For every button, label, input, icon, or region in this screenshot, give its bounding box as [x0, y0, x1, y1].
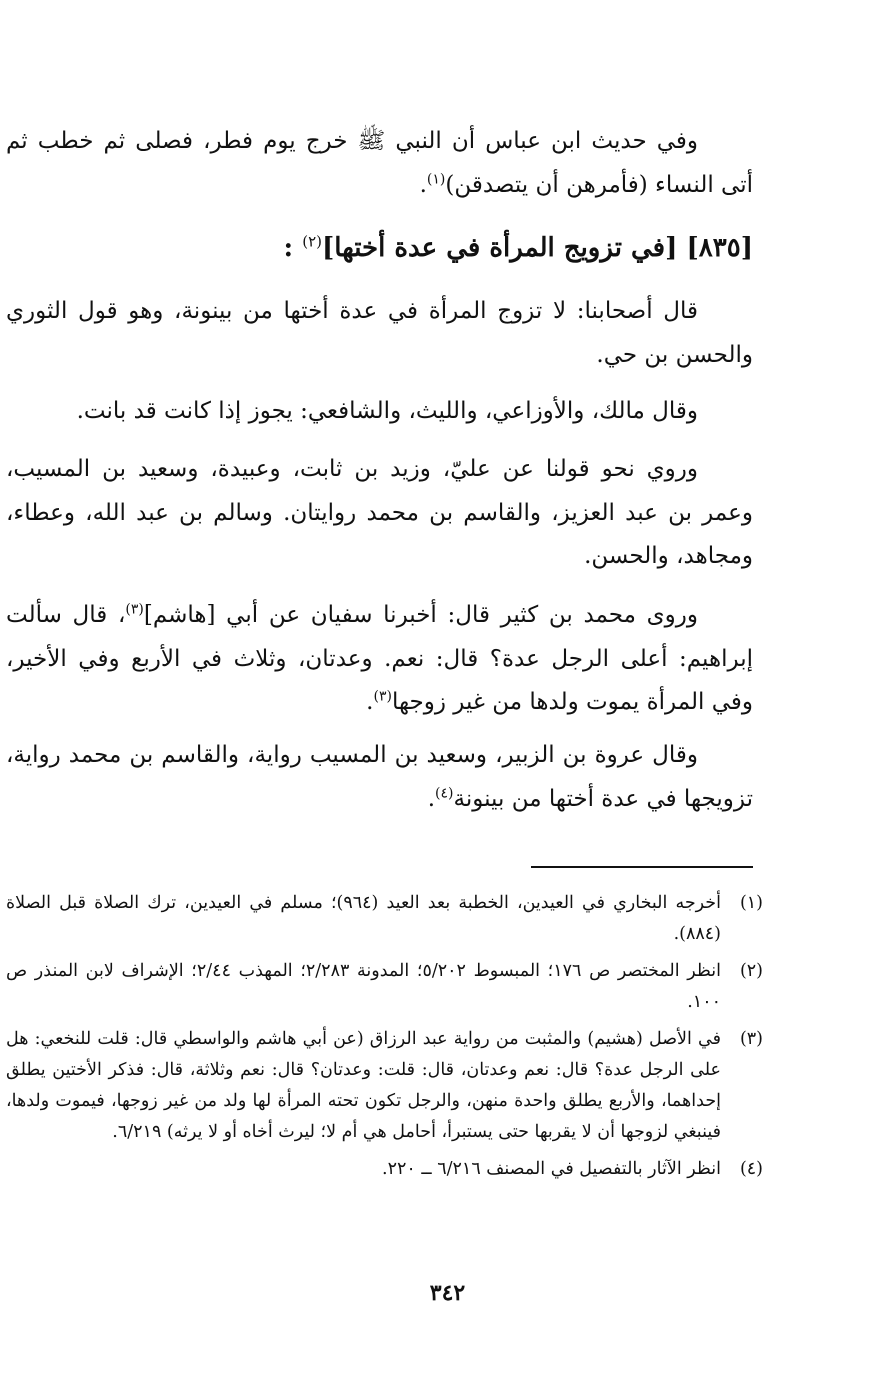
paragraph-5 — [6, 594, 753, 725]
paragraph-2-text: قال أصحابنا: لا تزوج المرأة في عدة أختها من بينونة، وهو قول الثوري والحسن بن حي. — [6, 298, 753, 368]
footnote-4 — [6, 1154, 763, 1185]
footnote-number: (٢) — [739, 961, 763, 981]
footnote-text: أخرجه البخاري في العيدين، الخطبة بعد العيد (٩٦٤)؛ مسلم في العيدين، ترك الصلاة قبل الصلاة (٨٨٤). — [6, 893, 721, 944]
footnote-ref-4[interactable]: (٤) — [435, 784, 454, 801]
footnote-text: في الأصل (هشيم) والمثبت من رواية عبد الرزاق (عن أبي هاشم والواسطي قال: قلت للنخعي: هل على الرجل عدة؟ قال: نعم وعدتان، قال: قلت: وعدتان؟ قال: نعم وثلاثة، قال: فذكر الأختين يطلق إحداهما، والأربع يطلق واحدة منهن، والرجل تكون تحته المرأة لها ولد من غير زوجها، فيموت ولدها، فينبغي لزوجها أن لا يقربها حتى يستبرأ، أحامل هي أم لا؛ ليرث أخاه أو لا يرثه) ٦/٢١٩. — [6, 1029, 721, 1142]
footnote-ref-3a[interactable]: (٣) — [125, 601, 144, 618]
paragraph-4 — [6, 448, 753, 579]
paragraph-5-text-b: ، قال سألت إبراهيم: أعلى الرجل عدة؟ قال: نعم. وعدتان، وثلاث في الأربع وفي الأخير، وفي المرأة يموت ولدها من غير زوجها — [6, 602, 753, 715]
page-number: ٣٤٢ — [429, 1280, 466, 1306]
paragraph-6 — [6, 734, 753, 821]
paragraph-1-end: . — [419, 171, 427, 198]
footnote-text: انظر المختصر ص ١٧٦؛ المبسوط ٥/٢٠٢؛ المدونة ٢/٢٨٣؛ المهذب ٢/٤٤؛ الإشراف لابن المنذر ص ١٠٠. — [6, 961, 722, 1012]
paragraph-5-end: . — [366, 689, 374, 715]
footnote-number: (١) — [739, 893, 763, 913]
footnotes — [6, 888, 763, 1191]
footnote-2 — [6, 956, 763, 1018]
footnote-1 — [6, 888, 763, 950]
paragraph-1-text: وفي حديث ابن عباس أن النبي ﷺ خرج يوم فطر، فصلى ثم خطب ثم أتى النساء (فأمرهن أن يتصدقن) — [6, 128, 753, 198]
section-heading — [284, 230, 753, 266]
paragraph-4-text: وروي نحو قولنا عن عليّ، وزيد بن ثابت، وعبيدة، وسعيد بن المسيب، وعمر بن عبد العزيز، والقاسم بن محمد روايتان. وسالم بن عبد الله، وعطاء، ومجاهد، والحسن. — [6, 456, 753, 569]
paragraph-3-text: وقال مالك، والأوزاعي، والليث، والشافعي: يجوز إذا كانت قد بانت. — [76, 398, 698, 424]
paragraph-5-text-a: وروى محمد بن كثير قال: أخبرنا سفيان عن أبي [هاشم] — [143, 602, 698, 628]
section-heading-colon: : — [283, 233, 294, 263]
section-number: [٨٣٥] — [686, 233, 753, 263]
footnote-ref-2[interactable]: (٢) — [302, 232, 322, 251]
footnote-ref-3b[interactable]: (٣) — [373, 688, 392, 705]
paragraph-3 — [6, 390, 753, 434]
footnote-3 — [6, 1024, 763, 1148]
footnote-number: (٤) — [739, 1159, 763, 1179]
section-title: [في تزويج المرأة في عدة أختها] — [321, 233, 678, 263]
footnote-number: (٣) — [739, 1029, 763, 1049]
footnote-text: انظر الآثار بالتفصيل في المصنف ٦/٢١٦ ــ ٢٢٠. — [382, 1159, 721, 1179]
footnote-ref-1[interactable]: (١) — [426, 170, 446, 187]
footnote-separator — [531, 866, 753, 868]
paragraph-6-text: وقال عروة بن الزبير، وسعيد بن المسيب رواية، والقاسم بن محمد رواية، تزويجها في عدة أختها من بينونة — [6, 742, 753, 812]
paragraph-6-end: . — [427, 785, 436, 812]
paragraph-2 — [6, 290, 753, 377]
paragraph-1 — [6, 120, 753, 207]
